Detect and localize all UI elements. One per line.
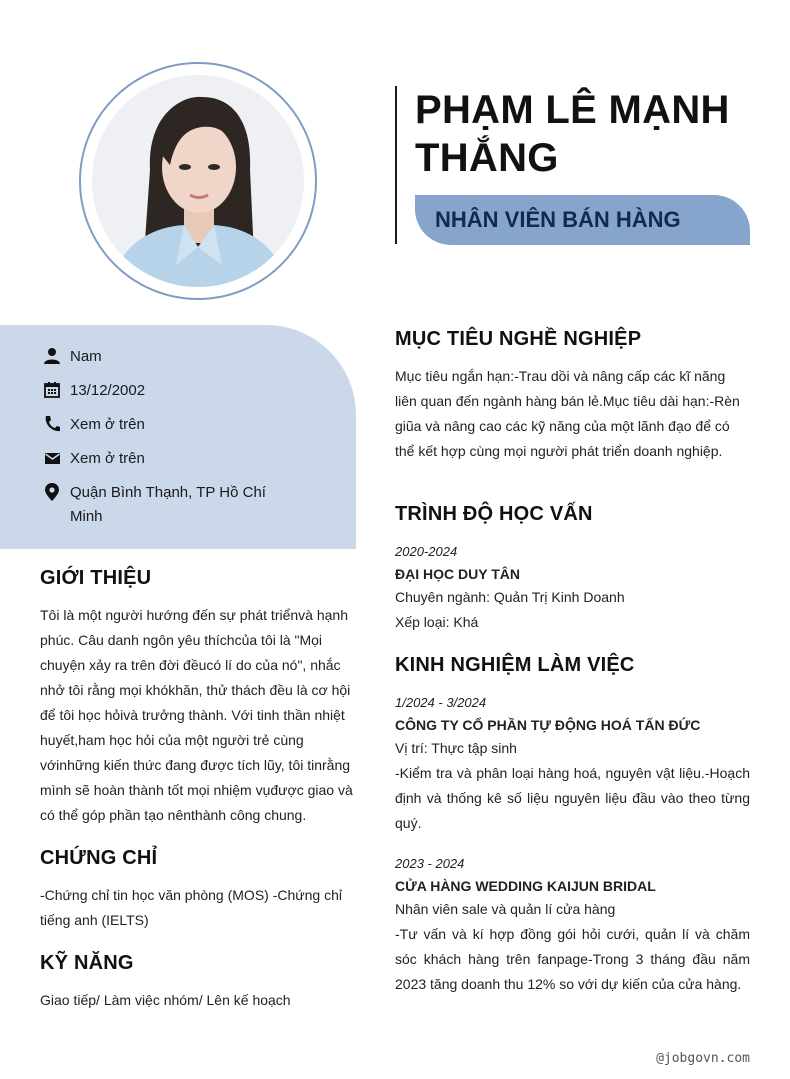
skills-title: KỸ NĂNG bbox=[40, 952, 134, 974]
experience-title: KINH NGHIỆM LÀM VIỆC bbox=[395, 654, 635, 676]
job-role: Nhân viên sale và quản lí cửa hàng bbox=[395, 901, 616, 917]
education-school: ĐẠI HỌC DUY TÂN bbox=[395, 566, 520, 582]
avatar bbox=[92, 75, 304, 287]
profile-photo bbox=[92, 75, 304, 287]
job-period: 1/2024 - 3/2024 bbox=[395, 695, 487, 710]
contact-gender bbox=[42, 345, 290, 369]
job-role: Vị trí: Thực tập sinh bbox=[395, 740, 517, 756]
about-title: GIỚI THIỆU bbox=[40, 567, 152, 589]
name-divider bbox=[395, 86, 397, 244]
mail-icon bbox=[42, 448, 62, 468]
about-text: Tôi là một người hướng đến sự phát triểnvà hạnh phúc. Câu danh ngôn yêu thíchcủa tôi là "Mọi chuyện xảy ra trên đời đềucó lí do của nó", nhắc nhở tôi rằng mọi khókhăn, thử thách đều là cơ hội để tôi học hỏivà trưởng thành. Với tinh thần nhiệt huyết,ham học hỏi của một người trẻ cùng vớinhững kiến thức đang được tích lũy, tôi tinrằng mình sẽ hoàn thành tốt mọi nhiệm vụđược giao và có thể góp phần tạo nênthành công chung. bbox=[40, 607, 353, 823]
contact-gender-value: Nam bbox=[70, 348, 102, 365]
contact-dob bbox=[42, 379, 290, 403]
footer-credit: @jobgovn.com bbox=[656, 1051, 750, 1066]
education-period: 2020-2024 bbox=[395, 544, 458, 559]
education-major: Chuyên ngành: Quản Trị Kinh Doanh bbox=[395, 589, 625, 605]
calendar-icon bbox=[42, 380, 62, 400]
education-rank: Xếp loại: Khá bbox=[395, 614, 479, 630]
profile-photo-frame bbox=[79, 62, 317, 300]
job-description: -Kiểm tra và phân loại hàng hoá, nguyên vật liệu.-Hoạch định và thống kê số liệu nguyên liệu đầu vào theo từng quý. bbox=[395, 765, 750, 831]
contact-address bbox=[42, 481, 290, 529]
location-pin-icon bbox=[42, 482, 62, 502]
job-period: 2023 - 2024 bbox=[395, 856, 465, 871]
contact-email-value: Xem ở trên bbox=[70, 450, 145, 467]
position-banner bbox=[415, 195, 750, 245]
contact-dob-value: 13/12/2002 bbox=[70, 382, 146, 399]
position-title: NHÂN VIÊN BÁN HÀNG bbox=[435, 207, 681, 232]
job-description: -Tư vấn và kí hợp đồng gói hỏi cưới, quản lí và chăm sóc khách hàng trên fanpage-Trong 3 tháng đầu năm 2023 tăng doanh thu 12% so với dự kiến của cửa hàng. bbox=[395, 926, 750, 992]
job-company: CÔNG TY CỔ PHẦN TỰ ĐỘNG HOÁ TẤN ĐỨC bbox=[395, 717, 701, 733]
candidate-name: PHẠM LÊ MẠNH THẮNG bbox=[415, 88, 730, 180]
certificates-text: -Chứng chỉ tin học văn phòng (MOS) -Chứng chỉ tiếng anh (IELTS) bbox=[40, 887, 342, 928]
objective-title: MỤC TIÊU NGHỀ NGHIỆP bbox=[395, 328, 642, 350]
phone-icon bbox=[42, 414, 62, 434]
objective-text: Mục tiêu ngắn hạn:-Trau dồi và nâng cấp các kĩ năng liên quan đến ngành hàng bán lẻ.Mục tiêu dài hạn:-Rèn giũa và nâng cao các kỹ năng của một lãnh đạo để có thể kết hợp cùng mọi người phát triển doanh nghiệp. bbox=[395, 368, 740, 459]
job-company: CỬA HÀNG WEDDING KAIJUN BRIDAL bbox=[395, 878, 656, 894]
certificates-title: CHỨNG CHỈ bbox=[40, 847, 158, 869]
education-title: TRÌNH ĐỘ HỌC VẤN bbox=[395, 503, 593, 525]
person-icon bbox=[42, 346, 62, 366]
contact-phone-value: Xem ở trên bbox=[70, 416, 145, 433]
contact-phone bbox=[42, 413, 290, 437]
contact-email bbox=[42, 447, 290, 471]
contact-address-value: Quận Bình Thạnh, TP Hồ Chí Minh bbox=[70, 484, 266, 525]
skills-text: Giao tiếp/ Làm việc nhóm/ Lên kế hoạch bbox=[40, 992, 291, 1008]
